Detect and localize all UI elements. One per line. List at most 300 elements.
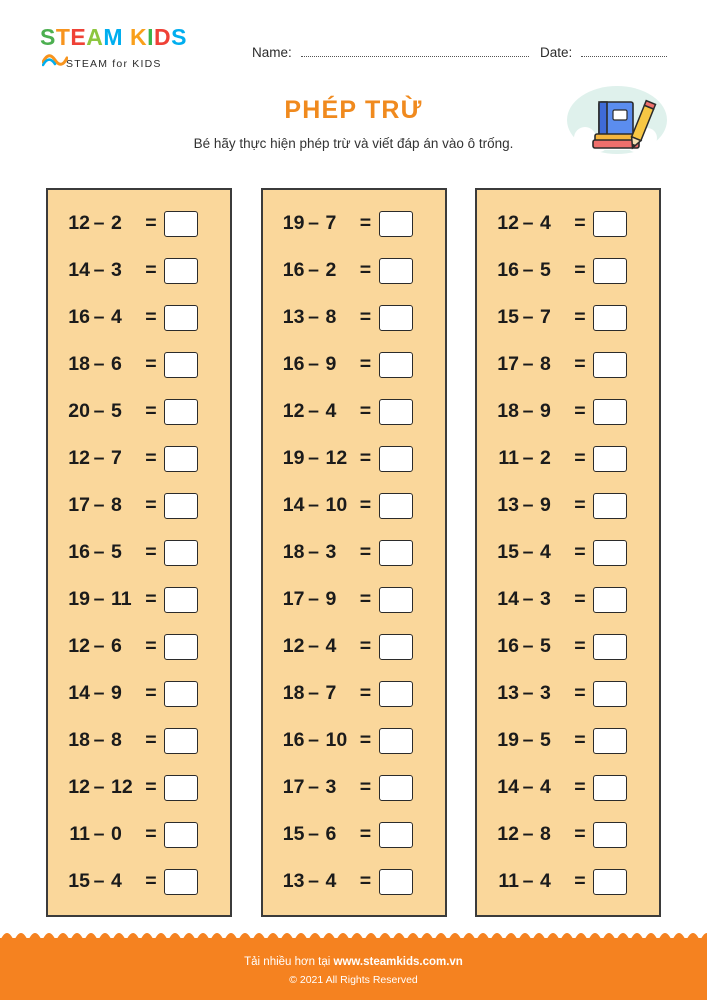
answer-input-box[interactable] bbox=[164, 305, 198, 331]
operand-minuend: 18 bbox=[497, 400, 519, 422]
operand-minuend: 17 bbox=[68, 494, 90, 516]
problem-row bbox=[263, 388, 445, 435]
operand-subtrahend: 3 bbox=[540, 588, 551, 610]
footer-prefix: Tải nhiều hơn tại bbox=[244, 956, 334, 968]
problem-row bbox=[263, 294, 445, 341]
answer-input-box[interactable] bbox=[379, 869, 413, 895]
problem-row bbox=[263, 247, 445, 294]
problem-row bbox=[48, 200, 230, 247]
minus-sign-icon: – bbox=[308, 823, 319, 845]
minus-sign-icon: – bbox=[522, 541, 534, 563]
answer-input-box[interactable] bbox=[593, 634, 627, 660]
equals-sign-icon: = bbox=[359, 729, 372, 751]
answer-input-box[interactable] bbox=[379, 352, 413, 378]
problem-row bbox=[477, 341, 659, 388]
problem-row bbox=[263, 623, 445, 670]
operand-minuend: 12 bbox=[68, 635, 90, 657]
answer-input-box[interactable] bbox=[164, 822, 198, 848]
minus-sign-icon: – bbox=[93, 635, 105, 657]
problem-row bbox=[263, 764, 445, 811]
minus-sign-icon: – bbox=[522, 306, 534, 328]
operand-minuend: 14 bbox=[497, 588, 519, 610]
operand-subtrahend: 5 bbox=[540, 635, 551, 657]
operand-minuend: 15 bbox=[68, 870, 90, 892]
logo-letter: A bbox=[86, 24, 104, 50]
equals-sign-icon: = bbox=[574, 494, 586, 516]
equals-sign-icon: = bbox=[145, 776, 157, 798]
equals-sign-icon: = bbox=[574, 212, 586, 234]
problem-row bbox=[48, 529, 230, 576]
equals-sign-icon: = bbox=[145, 212, 157, 234]
operand-minuend: 16 bbox=[282, 353, 305, 375]
problem-row bbox=[48, 294, 230, 341]
problem-row bbox=[477, 482, 659, 529]
operand-minuend: 18 bbox=[68, 729, 90, 751]
operand-subtrahend: 5 bbox=[540, 259, 551, 281]
operand-subtrahend: 4 bbox=[325, 635, 337, 657]
answer-input-box[interactable] bbox=[593, 775, 627, 801]
answer-input-box[interactable] bbox=[593, 587, 627, 613]
equals-sign-icon: = bbox=[145, 494, 157, 516]
minus-sign-icon: – bbox=[93, 400, 105, 422]
equals-sign-icon: = bbox=[574, 259, 586, 281]
answer-input-box[interactable] bbox=[164, 211, 198, 237]
logo-letter: S bbox=[40, 24, 56, 50]
problem-row bbox=[263, 341, 445, 388]
equals-sign-icon: = bbox=[359, 870, 372, 892]
operand-subtrahend: 6 bbox=[325, 823, 337, 845]
equals-sign-icon: = bbox=[145, 306, 157, 328]
operand-subtrahend: 9 bbox=[111, 682, 122, 704]
problem-column bbox=[46, 188, 232, 917]
minus-sign-icon: – bbox=[93, 494, 105, 516]
problem-row bbox=[477, 670, 659, 717]
answer-input-box[interactable] bbox=[593, 681, 627, 707]
problem-column bbox=[475, 188, 661, 917]
operand-subtrahend: 12 bbox=[111, 776, 133, 798]
minus-sign-icon: – bbox=[308, 259, 319, 281]
operand-minuend: 20 bbox=[68, 400, 90, 422]
answer-input-box[interactable] bbox=[593, 446, 627, 472]
logo-wordmark bbox=[40, 26, 240, 49]
operand-minuend: 16 bbox=[68, 541, 90, 563]
operand-subtrahend: 2 bbox=[540, 447, 551, 469]
problem-column bbox=[261, 188, 447, 917]
name-field[interactable] bbox=[252, 44, 529, 60]
equals-sign-icon: = bbox=[359, 682, 372, 704]
equals-sign-icon: = bbox=[359, 635, 372, 657]
operand-minuend: 18 bbox=[282, 682, 305, 704]
minus-sign-icon: – bbox=[522, 400, 534, 422]
equals-sign-icon: = bbox=[145, 588, 157, 610]
operand-minuend: 16 bbox=[282, 729, 305, 751]
equals-sign-icon: = bbox=[359, 823, 372, 845]
scallop-edge bbox=[0, 929, 707, 941]
footer-site-line bbox=[0, 956, 707, 968]
problem-row bbox=[48, 388, 230, 435]
operand-minuend: 16 bbox=[68, 306, 90, 328]
logo-letter: D bbox=[153, 24, 172, 50]
problem-row bbox=[263, 200, 445, 247]
minus-sign-icon: – bbox=[522, 259, 534, 281]
operand-subtrahend: 9 bbox=[325, 588, 337, 610]
operand-minuend: 19 bbox=[68, 588, 90, 610]
logo-letter: S bbox=[171, 24, 187, 50]
equals-sign-icon: = bbox=[359, 494, 372, 516]
brand-logo bbox=[40, 26, 240, 70]
operand-minuend: 11 bbox=[498, 447, 519, 469]
operand-subtrahend: 8 bbox=[540, 823, 551, 845]
problem-row bbox=[48, 858, 230, 905]
minus-sign-icon: – bbox=[93, 447, 105, 469]
operand-minuend: 14 bbox=[282, 494, 305, 516]
operand-minuend: 11 bbox=[498, 870, 519, 892]
date-input-line[interactable] bbox=[581, 44, 667, 57]
answer-input-box[interactable] bbox=[379, 587, 413, 613]
answer-input-box[interactable] bbox=[593, 258, 627, 284]
operand-minuend: 19 bbox=[282, 447, 305, 469]
operand-subtrahend: 5 bbox=[111, 541, 122, 563]
equals-sign-icon: = bbox=[145, 635, 157, 657]
minus-sign-icon: – bbox=[308, 306, 319, 328]
logo-letter: K bbox=[129, 24, 148, 50]
problem-row bbox=[477, 294, 659, 341]
operand-subtrahend: 3 bbox=[540, 682, 551, 704]
operand-subtrahend: 12 bbox=[325, 447, 348, 469]
answer-input-box[interactable] bbox=[593, 869, 627, 895]
equals-sign-icon: = bbox=[145, 541, 157, 563]
problem-row bbox=[48, 811, 230, 858]
equals-sign-icon: = bbox=[574, 306, 586, 328]
minus-sign-icon: – bbox=[93, 823, 105, 845]
answer-input-box[interactable] bbox=[379, 775, 413, 801]
operand-minuend: 12 bbox=[282, 400, 305, 422]
answer-input-box[interactable] bbox=[593, 728, 627, 754]
operand-subtrahend: 3 bbox=[325, 541, 337, 563]
answer-input-box[interactable] bbox=[164, 493, 198, 519]
operand-minuend: 15 bbox=[497, 306, 519, 328]
operand-subtrahend: 7 bbox=[325, 682, 337, 704]
minus-sign-icon: – bbox=[308, 588, 319, 610]
operand-subtrahend: 10 bbox=[325, 729, 348, 751]
equals-sign-icon: = bbox=[359, 353, 372, 375]
problem-row bbox=[48, 341, 230, 388]
operand-subtrahend: 0 bbox=[111, 823, 122, 845]
operand-subtrahend: 8 bbox=[540, 353, 551, 375]
page-footer bbox=[0, 938, 707, 1000]
logo-letter: T bbox=[55, 24, 71, 50]
operand-minuend: 16 bbox=[497, 259, 519, 281]
answer-input-box[interactable] bbox=[164, 258, 198, 284]
answer-input-box[interactable] bbox=[379, 540, 413, 566]
problem-row bbox=[477, 764, 659, 811]
problem-row bbox=[477, 811, 659, 858]
answer-input-box[interactable] bbox=[379, 399, 413, 425]
answer-input-box[interactable] bbox=[164, 775, 198, 801]
logo-tagline: STEAM for KIDS bbox=[66, 58, 162, 70]
answer-input-box[interactable] bbox=[164, 587, 198, 613]
operand-subtrahend: 4 bbox=[540, 870, 551, 892]
operand-subtrahend: 4 bbox=[111, 870, 122, 892]
equals-sign-icon: = bbox=[145, 823, 157, 845]
operand-subtrahend: 6 bbox=[111, 353, 122, 375]
operand-subtrahend: 8 bbox=[111, 494, 122, 516]
answer-input-box[interactable] bbox=[593, 352, 627, 378]
problem-row bbox=[477, 388, 659, 435]
answer-input-box[interactable] bbox=[164, 869, 198, 895]
operand-minuend: 12 bbox=[282, 635, 305, 657]
logo-letter: M bbox=[103, 24, 124, 50]
problem-row bbox=[48, 576, 230, 623]
equals-sign-icon: = bbox=[574, 729, 586, 751]
problem-row bbox=[48, 670, 230, 717]
problem-row bbox=[48, 247, 230, 294]
answer-input-box[interactable] bbox=[379, 258, 413, 284]
operand-minuend: 11 bbox=[69, 823, 90, 845]
minus-sign-icon: – bbox=[308, 447, 319, 469]
page-header bbox=[40, 26, 667, 86]
answer-input-box[interactable] bbox=[379, 728, 413, 754]
minus-sign-icon: – bbox=[522, 823, 534, 845]
equals-sign-icon: = bbox=[574, 447, 586, 469]
minus-sign-icon: – bbox=[93, 870, 105, 892]
problem-row bbox=[263, 435, 445, 482]
minus-sign-icon: – bbox=[308, 494, 319, 516]
minus-sign-icon: – bbox=[93, 353, 105, 375]
operand-subtrahend: 9 bbox=[540, 400, 551, 422]
minus-sign-icon: – bbox=[308, 682, 319, 704]
operand-subtrahend: 5 bbox=[111, 400, 122, 422]
operand-minuend: 12 bbox=[68, 776, 90, 798]
equals-sign-icon: = bbox=[574, 588, 586, 610]
problem-row bbox=[263, 717, 445, 764]
minus-sign-icon: – bbox=[522, 776, 534, 798]
minus-sign-icon: – bbox=[308, 870, 319, 892]
operand-minuend: 19 bbox=[282, 212, 305, 234]
operand-minuend: 18 bbox=[282, 541, 305, 563]
minus-sign-icon: – bbox=[522, 588, 534, 610]
answer-input-box[interactable] bbox=[379, 446, 413, 472]
equals-sign-icon: = bbox=[145, 447, 157, 469]
operand-subtrahend: 4 bbox=[111, 306, 122, 328]
minus-sign-icon: – bbox=[522, 635, 534, 657]
minus-sign-icon: – bbox=[522, 494, 534, 516]
minus-sign-icon: – bbox=[93, 212, 105, 234]
equals-sign-icon: = bbox=[359, 400, 372, 422]
operand-subtrahend: 5 bbox=[540, 729, 551, 751]
operand-subtrahend: 3 bbox=[111, 259, 122, 281]
minus-sign-icon: – bbox=[522, 447, 534, 469]
minus-sign-icon: – bbox=[308, 729, 319, 751]
problem-row bbox=[477, 623, 659, 670]
date-field[interactable] bbox=[540, 44, 667, 60]
answer-input-box[interactable] bbox=[164, 728, 198, 754]
answer-input-box[interactable] bbox=[379, 634, 413, 660]
answer-input-box[interactable] bbox=[164, 446, 198, 472]
operand-minuend: 16 bbox=[497, 635, 519, 657]
operand-subtrahend: 7 bbox=[325, 212, 337, 234]
answer-input-box[interactable] bbox=[164, 634, 198, 660]
answer-input-box[interactable] bbox=[593, 822, 627, 848]
operand-subtrahend: 4 bbox=[540, 776, 551, 798]
operand-subtrahend: 2 bbox=[325, 259, 337, 281]
problem-row bbox=[48, 482, 230, 529]
equals-sign-icon: = bbox=[145, 259, 157, 281]
operand-subtrahend: 10 bbox=[325, 494, 348, 516]
date-label: Date: bbox=[540, 45, 573, 60]
equals-sign-icon: = bbox=[574, 682, 586, 704]
operand-subtrahend: 6 bbox=[111, 635, 122, 657]
answer-input-box[interactable] bbox=[164, 681, 198, 707]
problem-row bbox=[263, 811, 445, 858]
minus-sign-icon: – bbox=[93, 729, 105, 751]
operand-minuend: 18 bbox=[68, 353, 90, 375]
operand-minuend: 13 bbox=[282, 306, 305, 328]
minus-sign-icon: – bbox=[93, 588, 105, 610]
equals-sign-icon: = bbox=[359, 259, 372, 281]
equals-sign-icon: = bbox=[574, 400, 586, 422]
minus-sign-icon: – bbox=[93, 306, 105, 328]
minus-sign-icon: – bbox=[308, 212, 319, 234]
operand-subtrahend: 4 bbox=[325, 400, 337, 422]
equals-sign-icon: = bbox=[359, 541, 372, 563]
problem-row bbox=[263, 858, 445, 905]
problem-row bbox=[477, 435, 659, 482]
equals-sign-icon: = bbox=[574, 353, 586, 375]
operand-minuend: 15 bbox=[282, 823, 305, 845]
operand-subtrahend: 4 bbox=[540, 212, 551, 234]
minus-sign-icon: – bbox=[93, 259, 105, 281]
answer-input-box[interactable] bbox=[164, 540, 198, 566]
problem-row bbox=[263, 576, 445, 623]
minus-sign-icon: – bbox=[308, 353, 319, 375]
answer-input-box[interactable] bbox=[593, 493, 627, 519]
equals-sign-icon: = bbox=[574, 541, 586, 563]
answer-input-box[interactable] bbox=[379, 211, 413, 237]
operand-subtrahend: 7 bbox=[540, 306, 551, 328]
operand-subtrahend: 4 bbox=[540, 541, 551, 563]
minus-sign-icon: – bbox=[522, 353, 534, 375]
footer-website[interactable]: www.steamkids.com.vn bbox=[333, 956, 463, 968]
problem-row bbox=[263, 482, 445, 529]
operand-subtrahend: 4 bbox=[325, 870, 337, 892]
equals-sign-icon: = bbox=[145, 729, 157, 751]
operand-minuend: 12 bbox=[497, 823, 519, 845]
answer-input-box[interactable] bbox=[379, 305, 413, 331]
operand-subtrahend: 9 bbox=[325, 353, 337, 375]
operand-minuend: 12 bbox=[497, 212, 519, 234]
operand-minuend: 12 bbox=[68, 447, 90, 469]
page-title: PHÉP TRỪ bbox=[284, 96, 423, 124]
operand-minuend: 14 bbox=[68, 259, 90, 281]
operand-minuend: 14 bbox=[68, 682, 90, 704]
equals-sign-icon: = bbox=[574, 870, 586, 892]
footer-copyright: © 2021 All Rights Reserved bbox=[289, 974, 418, 986]
problem-row bbox=[263, 670, 445, 717]
answer-input-box[interactable] bbox=[164, 399, 198, 425]
name-input-line[interactable] bbox=[301, 44, 529, 57]
problem-row bbox=[48, 717, 230, 764]
operand-subtrahend: 8 bbox=[111, 729, 122, 751]
problem-row bbox=[48, 623, 230, 670]
minus-sign-icon: – bbox=[308, 541, 319, 563]
operand-minuend: 14 bbox=[497, 776, 519, 798]
logo-letter bbox=[123, 26, 130, 49]
problem-row bbox=[477, 576, 659, 623]
problem-row bbox=[263, 529, 445, 576]
answer-input-box[interactable] bbox=[164, 352, 198, 378]
problem-columns bbox=[46, 188, 661, 917]
equals-sign-icon: = bbox=[145, 400, 157, 422]
problem-row bbox=[477, 717, 659, 764]
equals-sign-icon: = bbox=[359, 306, 372, 328]
equals-sign-icon: = bbox=[145, 682, 157, 704]
minus-sign-icon: – bbox=[93, 682, 105, 704]
minus-sign-icon: – bbox=[93, 541, 105, 563]
equals-sign-icon: = bbox=[145, 353, 157, 375]
equals-sign-icon: = bbox=[359, 588, 372, 610]
minus-sign-icon: – bbox=[308, 400, 319, 422]
operand-minuend: 16 bbox=[282, 259, 305, 281]
operand-subtrahend: 9 bbox=[540, 494, 551, 516]
minus-sign-icon: – bbox=[522, 682, 534, 704]
operand-subtrahend: 3 bbox=[325, 776, 337, 798]
problem-row bbox=[477, 200, 659, 247]
operand-minuend: 17 bbox=[282, 776, 305, 798]
minus-sign-icon: – bbox=[93, 776, 105, 798]
logo-letter: I bbox=[147, 24, 154, 50]
answer-input-box[interactable] bbox=[593, 399, 627, 425]
minus-sign-icon: – bbox=[522, 870, 534, 892]
operand-subtrahend: 7 bbox=[111, 447, 122, 469]
equals-sign-icon: = bbox=[359, 212, 372, 234]
books-pencil-illustration bbox=[561, 80, 669, 160]
minus-sign-icon: – bbox=[308, 776, 319, 798]
swoosh-icon bbox=[42, 53, 68, 67]
operand-subtrahend: 8 bbox=[325, 306, 337, 328]
logo-letter: E bbox=[70, 24, 87, 50]
equals-sign-icon: = bbox=[359, 447, 372, 469]
answer-input-box[interactable] bbox=[593, 540, 627, 566]
minus-sign-icon: – bbox=[522, 212, 534, 234]
answer-input-box[interactable] bbox=[379, 493, 413, 519]
minus-sign-icon: – bbox=[308, 635, 319, 657]
answer-input-box[interactable] bbox=[379, 681, 413, 707]
answer-input-box[interactable] bbox=[379, 822, 413, 848]
operand-minuend: 15 bbox=[497, 541, 519, 563]
page-subtitle: Bé hãy thực hiện phép trừ và viết đáp án vào ô trống. bbox=[193, 136, 514, 151]
operand-minuend: 17 bbox=[497, 353, 519, 375]
operand-minuend: 19 bbox=[497, 729, 519, 751]
problem-row bbox=[477, 247, 659, 294]
operand-minuend: 13 bbox=[497, 494, 519, 516]
problem-row bbox=[477, 858, 659, 905]
operand-minuend: 13 bbox=[282, 870, 305, 892]
operand-minuend: 17 bbox=[282, 588, 305, 610]
operand-minuend: 13 bbox=[497, 682, 519, 704]
answer-input-box[interactable] bbox=[593, 211, 627, 237]
equals-sign-icon: = bbox=[574, 635, 586, 657]
operand-subtrahend: 11 bbox=[111, 588, 132, 610]
name-label: Name: bbox=[252, 45, 292, 60]
operand-subtrahend: 2 bbox=[111, 212, 122, 234]
equals-sign-icon: = bbox=[359, 776, 372, 798]
equals-sign-icon: = bbox=[574, 776, 586, 798]
problem-row bbox=[48, 764, 230, 811]
answer-input-box[interactable] bbox=[593, 305, 627, 331]
equals-sign-icon: = bbox=[145, 870, 157, 892]
problem-row bbox=[477, 529, 659, 576]
